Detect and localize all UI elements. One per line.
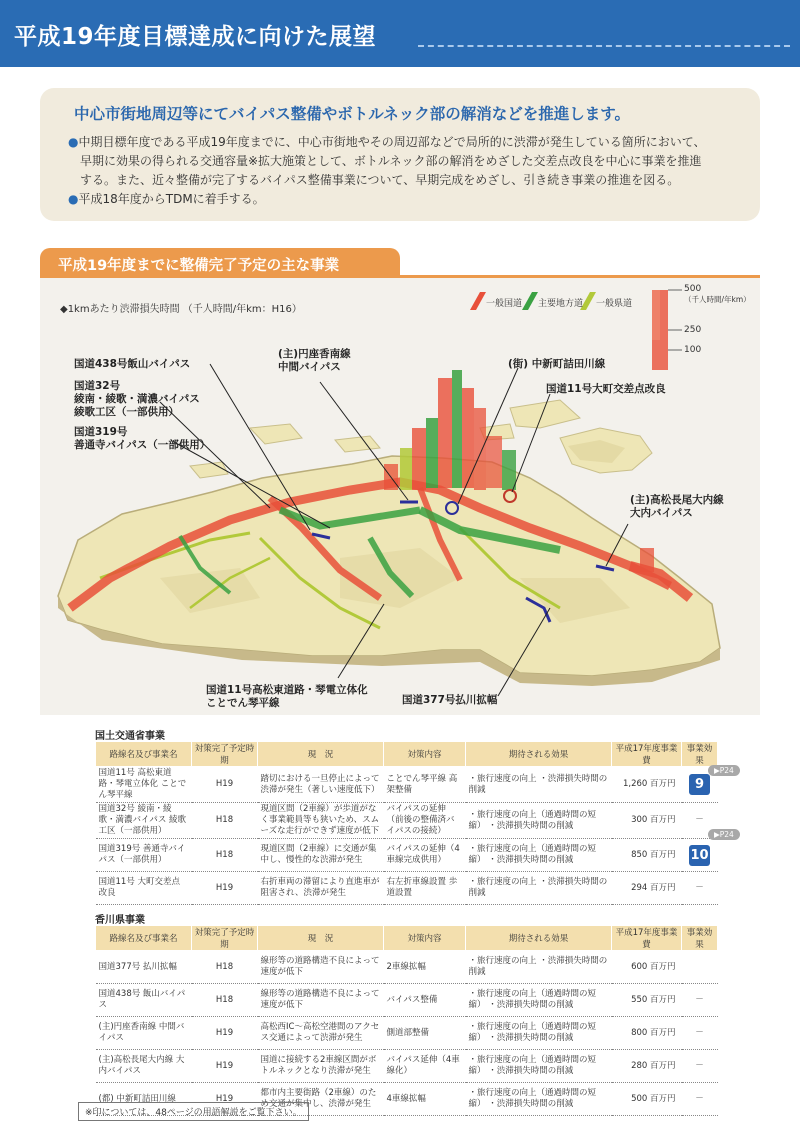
- measure-cell: ことでん琴平線 高架整備: [384, 767, 466, 803]
- island-shape: [190, 462, 228, 478]
- measure-cell: バイパス整備: [384, 984, 466, 1017]
- legend-swatch-national: [470, 292, 486, 310]
- label-line: (主)円座香南線: [278, 348, 351, 360]
- route-name-cell: 国道319号 善通寺バイパス（一部供用）: [96, 839, 192, 872]
- impact-cell: －: [682, 803, 718, 839]
- impact-cell: －: [682, 1083, 718, 1116]
- table-row: [96, 984, 718, 1017]
- impact-cell: [682, 839, 718, 872]
- kagawa-table-title: 香川県事業: [95, 915, 145, 926]
- congestion-bar: [400, 448, 412, 490]
- scale-100: 100: [684, 345, 702, 355]
- table-row: [96, 1017, 718, 1050]
- summary-body: [68, 133, 748, 209]
- effect-cell: ・旅行速度の向上 ・渋滞損失時間の削減: [466, 767, 612, 803]
- label-line: (主)高松長尾大内線: [630, 494, 724, 506]
- period-cell: H18: [192, 839, 258, 872]
- header-divider: [418, 45, 790, 47]
- island-shape: [250, 424, 302, 444]
- label-line: ことでん琴平線: [206, 697, 280, 709]
- cost-cell: 1,260 百万円: [612, 767, 682, 803]
- impact-cell: －: [682, 984, 718, 1017]
- label-line: 国道32号: [74, 380, 121, 392]
- route-name-cell: 国道11号 高松東道路・琴電立体化 ことでん琴平線: [96, 767, 192, 803]
- period-cell: H19: [192, 1017, 258, 1050]
- route-name-cell: 国道11号 大町交差点改良: [96, 872, 192, 905]
- effect-cell: ・旅行速度の向上（通過時間の短縮） ・渋滞損失時間の削減: [466, 1050, 612, 1083]
- page-ref-link[interactable]: ▶P24: [708, 765, 740, 776]
- label-route-438: 国道438号飯山バイパス: [74, 358, 191, 370]
- route-name-cell: (主)高松長尾大内線 大内バイパス: [96, 1050, 192, 1083]
- period-cell: H19: [192, 1050, 258, 1083]
- effect-cell: ・旅行速度の向上（通過時間の短縮） ・渋滞損失時間の削減: [466, 803, 612, 839]
- effect-cell: ・旅行速度の向上 ・渋滞損失時間の削減: [466, 951, 612, 984]
- period-cell: H19: [192, 767, 258, 803]
- col-header-measure: 対策内容: [384, 742, 466, 767]
- measure-cell: バイパスの延伸（前後の整備済バイパスの接続）: [384, 803, 466, 839]
- kagawa-table: [95, 925, 718, 1116]
- legend-main-local: 主要地方道: [538, 299, 584, 309]
- map-area: [40, 278, 760, 715]
- summary-box: [40, 88, 760, 221]
- summary-heading: 中心市街地周辺等にてバイパス整備やボトルネック部の解消などを推進します。: [74, 105, 630, 123]
- label-route-377: 国道377号払川拡幅: [402, 694, 498, 706]
- table-row: [96, 951, 718, 984]
- scale-250: 250: [684, 325, 702, 335]
- label-line: 綾南・綾歌・満濃バイパス: [74, 393, 200, 405]
- table-row: [96, 767, 718, 803]
- col-header-effect: 期待される効果: [466, 926, 612, 951]
- col-header-route: 路線名及び事業名: [96, 926, 192, 951]
- label-line: 国道319号: [74, 426, 128, 438]
- impact-cell: －: [682, 1017, 718, 1050]
- congestion-bar: [474, 408, 486, 490]
- congestion-bar: [486, 436, 502, 488]
- kagawa-table-body: [96, 951, 718, 1116]
- label-line: 綾歌工区（一部供用）: [74, 406, 179, 418]
- col-header-period: 対策完了予定時期: [192, 742, 258, 767]
- summary-paragraph-1: [68, 133, 748, 190]
- route-name-cell: (都) 中新町詰田川線: [96, 1083, 192, 1116]
- page-title: 平成19年度目標達成に向けた展望: [14, 24, 377, 50]
- period-cell: H18: [192, 951, 258, 984]
- route-name-cell: 国道438号 飯山バイパス: [96, 984, 192, 1017]
- map-metric-label: ◆1kmあたり渋滞損失時間 （千人時間/年km：H16）: [60, 304, 302, 315]
- col-header-status: 現 況: [258, 742, 384, 767]
- effect-cell: ・旅行速度の向上（通過時間の短縮） ・渋滞損失時間の削減: [466, 984, 612, 1017]
- period-cell: H19: [192, 872, 258, 905]
- col-header-effect: 期待される効果: [466, 742, 612, 767]
- table-header-row: [96, 742, 718, 767]
- legend-prefectural: 一般県道: [596, 299, 633, 309]
- period-cell: H19: [192, 1083, 258, 1116]
- summary-line: 早期に効果の得られる交通容量※拡大施策として、ボトルネック部の解消をめざした交差点改良を中心に事業を推進: [80, 154, 702, 168]
- scale-bar-shade: [652, 290, 660, 340]
- mlit-table: [95, 741, 718, 905]
- route-name-cell: 国道32号 綾南・綾歌・満濃バイパス 綾歌工区（一部供用）: [96, 803, 192, 839]
- measure-cell: 右左折車線設置 歩道設置: [384, 872, 466, 905]
- period-cell: H18: [192, 984, 258, 1017]
- label-line: 大内バイパス: [630, 507, 693, 519]
- label-route-319: [74, 426, 210, 452]
- label-takamatsu-nagao: [630, 494, 724, 520]
- period-cell: H18: [192, 803, 258, 839]
- congestion-bar: [452, 370, 462, 488]
- effect-cell: ・旅行速度の向上（通過時間の短縮） ・渋滞損失時間の削減: [466, 839, 612, 872]
- route-name-cell: (主)円座香南線 中間バイパス: [96, 1017, 192, 1050]
- route-name-cell: 国道377号 払川拡幅: [96, 951, 192, 984]
- status-cell: 踏切における一旦停止によって渋滞が発生（著しい速度低下）: [258, 767, 384, 803]
- label-nakashin: (街) 中新町詰田川線: [508, 358, 606, 370]
- congestion-bar: [426, 418, 438, 488]
- impact-cell: －: [682, 1050, 718, 1083]
- table-row: [96, 803, 718, 839]
- measure-cell: 2車線拡幅: [384, 951, 466, 984]
- projects-tables: [95, 727, 795, 1116]
- label-enza: [278, 348, 351, 374]
- status-cell: 右折車両の滞留により直進車が阻害され、渋滞が発生: [258, 872, 384, 905]
- col-header-period: 対策完了予定時期: [192, 926, 258, 951]
- status-cell: 線形等の道路構造不良によって速度が低下: [258, 984, 384, 1017]
- project-number-badge: 9: [689, 774, 710, 795]
- status-cell: 現道区間（2車線）が歩道がなく事業範員等も狭いため、スムーズな走行ができず速度が低下: [258, 803, 384, 839]
- label-line: 国道11号高松東道路・琴電立体化: [206, 684, 368, 696]
- col-header-route: 路線名及び事業名: [96, 742, 192, 767]
- table-row: [96, 872, 718, 905]
- project-number-badge: 10: [689, 845, 710, 866]
- table-row: [96, 839, 718, 872]
- col-header-impact: 事業効果: [682, 926, 718, 951]
- legend-national: 一般国道: [486, 299, 523, 309]
- col-header-status: 現 況: [258, 926, 384, 951]
- table-row: [96, 1050, 718, 1083]
- scale-unit: （千人時間/年km）: [684, 295, 751, 304]
- table-header-row: [96, 926, 718, 951]
- page-ref-link[interactable]: ▶P24: [708, 829, 740, 840]
- bullet-icon: ●: [68, 135, 79, 149]
- section-title: 平成19年度までに整備完了予定の主な事業: [58, 258, 340, 274]
- cost-cell: 850 百万円: [612, 839, 682, 872]
- cost-cell: 294 百万円: [612, 872, 682, 905]
- page-header: [0, 0, 800, 67]
- measure-cell: バイパスの延伸（4車線完成供用）: [384, 839, 466, 872]
- cost-cell: 300 百万円: [612, 803, 682, 839]
- label-ohmachi: 国道11号大町交差点改良: [546, 383, 666, 395]
- status-cell: 都市内主要街路（2車線）のため交通が集中し、渋滞が発生: [258, 1083, 384, 1116]
- cost-cell: 500 百万円: [612, 1083, 682, 1116]
- col-header-measure: 対策内容: [384, 926, 466, 951]
- label-route-32: [74, 380, 200, 419]
- congestion-bar: [438, 378, 452, 488]
- bullet-icon: ●: [68, 192, 79, 206]
- summary-line: する。また、近々整備が完了するバイパス整備事業について、早期完成をめざし、引き続き事業の推進を図る。: [80, 173, 680, 187]
- status-cell: 高松西IC～高松空港間のアクセス交通によって渋滞が発生: [258, 1017, 384, 1050]
- cost-cell: 550 百万円: [612, 984, 682, 1017]
- col-header-cost: 平成17年度事業費: [612, 926, 682, 951]
- status-cell: 国道に接続する2車線区間がボトルネックとなり渋滞が発生: [258, 1050, 384, 1083]
- scale-500: 500: [684, 284, 702, 294]
- label-route-11-east: [206, 684, 368, 710]
- effect-cell: ・旅行速度の向上（通過時間の短縮） ・渋滞損失時間の削減: [466, 1017, 612, 1050]
- congestion-bar: [412, 428, 426, 490]
- effect-cell: ・旅行速度の向上（通過時間の短縮） ・渋滞損失時間の削減: [466, 1083, 612, 1116]
- measure-cell: 4車線拡幅: [384, 1083, 466, 1116]
- cost-cell: 280 百万円: [612, 1050, 682, 1083]
- status-cell: 線形等の道路構造不良によって速度が低下: [258, 951, 384, 984]
- summary-paragraph-2: [68, 190, 748, 209]
- congestion-bar: [502, 450, 516, 490]
- impact-cell: －: [682, 872, 718, 905]
- status-cell: 現道区間（2車線）に交通が集中し、慢性的な渋滞が発生: [258, 839, 384, 872]
- island-shape: [510, 400, 580, 428]
- label-line: 中間バイパス: [278, 361, 341, 373]
- legend-swatch-main-local: [522, 292, 538, 310]
- effect-cell: ・旅行速度の向上 ・渋滞損失時間の削減: [466, 872, 612, 905]
- mlit-table-title: 国土交通省事業: [95, 731, 165, 742]
- impact-cell: [682, 951, 718, 984]
- section-tab: [40, 248, 400, 278]
- col-header-cost: 平成17年度事業費: [612, 742, 682, 767]
- col-header-impact: 事業効果: [682, 742, 718, 767]
- cost-cell: 600 百万円: [612, 951, 682, 984]
- island-shape: [335, 436, 380, 452]
- summary-line: 平成18年度からTDMに着手する。: [78, 192, 265, 206]
- measure-cell: バイパス延伸（4車線化）: [384, 1050, 466, 1083]
- mlit-table-body: [96, 767, 718, 905]
- measure-cell: 側道部整備: [384, 1017, 466, 1050]
- cost-cell: 800 百万円: [612, 1017, 682, 1050]
- footnote: ※印については、48ページの用語解説をご覧下さい。: [78, 1102, 309, 1121]
- label-line: 善通寺バイパス（一部供用）: [74, 439, 211, 451]
- summary-line: 中期目標年度である平成19年度までに、中心市街地やその周辺部などで局所的に渋滞が発生している箇所において、: [78, 135, 706, 149]
- congestion-bar: [640, 548, 654, 572]
